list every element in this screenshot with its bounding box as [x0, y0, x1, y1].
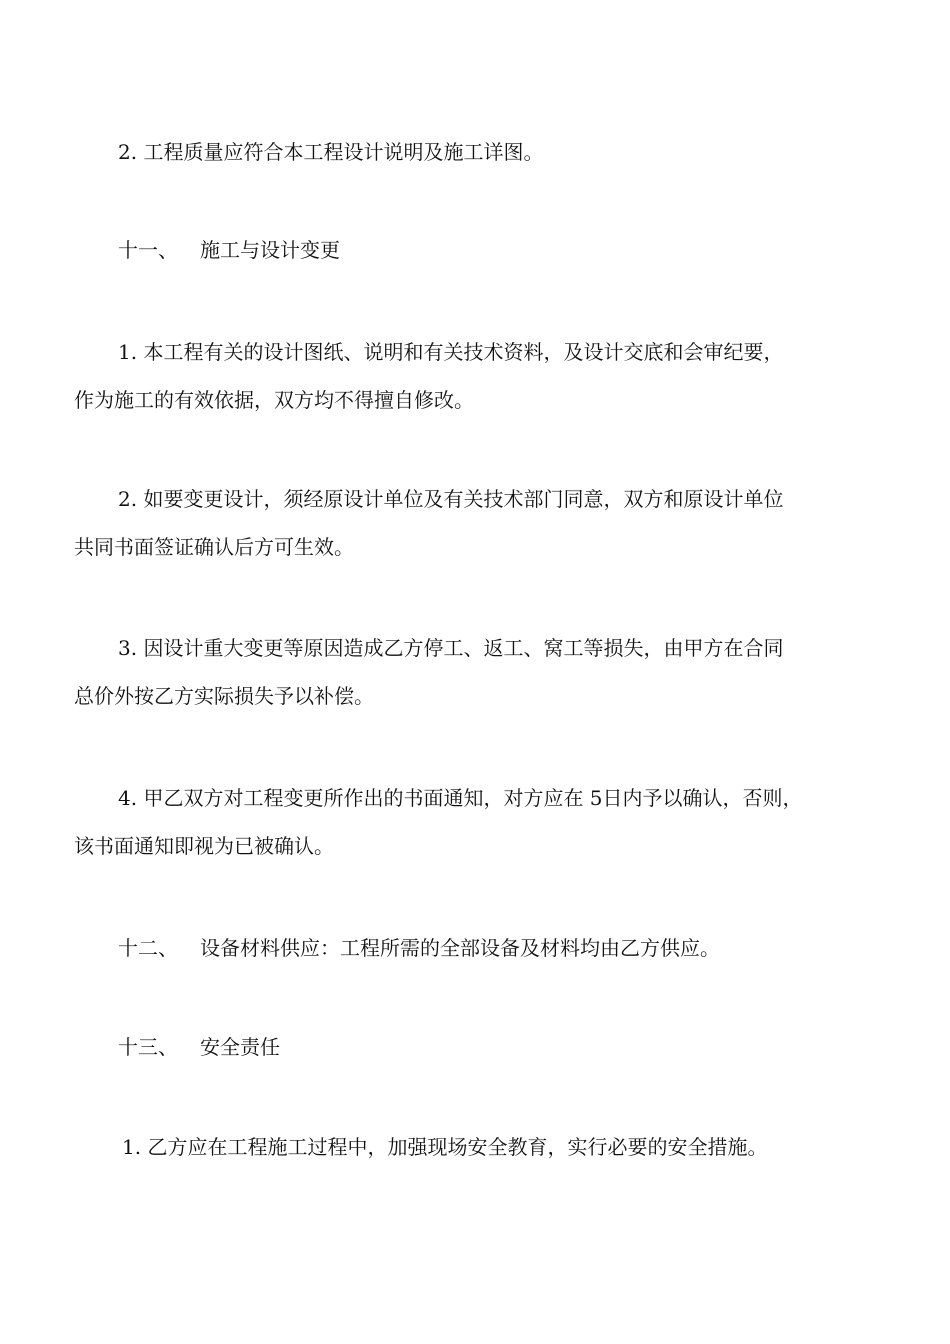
paragraph-line: 2. 如要变更设计，须经原设计单位及有关技术部门同意，双方和原设计单位 [118, 487, 784, 511]
section-heading-11 [74, 236, 888, 264]
paragraph-design-docs [74, 338, 888, 414]
paragraph-loss-compensation [74, 634, 888, 710]
section-heading-13 [74, 1033, 888, 1061]
section-title: 安全责任 [200, 1035, 280, 1059]
paragraph-line: 作为施工的有效依据，双方均不得擅自修改。 [74, 388, 474, 412]
paragraph-safety-education [74, 1133, 888, 1161]
paragraph-quality [74, 138, 888, 166]
section-title: 设备材料供应：工程所需的全部设备及材料均由乙方供应。 [200, 936, 720, 960]
paragraph-line: 共同书面签证确认后方可生效。 [74, 535, 354, 559]
paragraph-line: 1. 本工程有关的设计图纸、说明和有关技术资料，及设计交底和会审纪要， [118, 340, 784, 364]
section-heading-12 [74, 934, 888, 962]
paragraph-line: 4. 甲乙双方对工程变更所作出的书面通知，对方应在 5日内予以确认，否则， [118, 786, 803, 810]
section-number: 十二、 [118, 936, 178, 960]
paragraph-line: 2. 工程质量应符合本工程设计说明及施工详图。 [118, 140, 544, 164]
paragraph-written-notice [74, 784, 888, 860]
section-number: 十三、 [118, 1035, 178, 1059]
paragraph-line: 该书面通知即视为已被确认。 [74, 834, 334, 858]
section-title: 施工与设计变更 [200, 238, 340, 262]
paragraph-line: 1. 乙方应在工程施工过程中，加强现场安全教育，实行必要的安全措施。 [122, 1135, 768, 1159]
paragraph-design-change [74, 485, 888, 561]
paragraph-line: 总价外按乙方实际损失予以补偿。 [74, 684, 374, 708]
section-number: 十一、 [118, 238, 178, 262]
paragraph-line: 3. 因设计重大变更等原因造成乙方停工、返工、窝工等损失，由甲方在合同 [118, 636, 784, 660]
